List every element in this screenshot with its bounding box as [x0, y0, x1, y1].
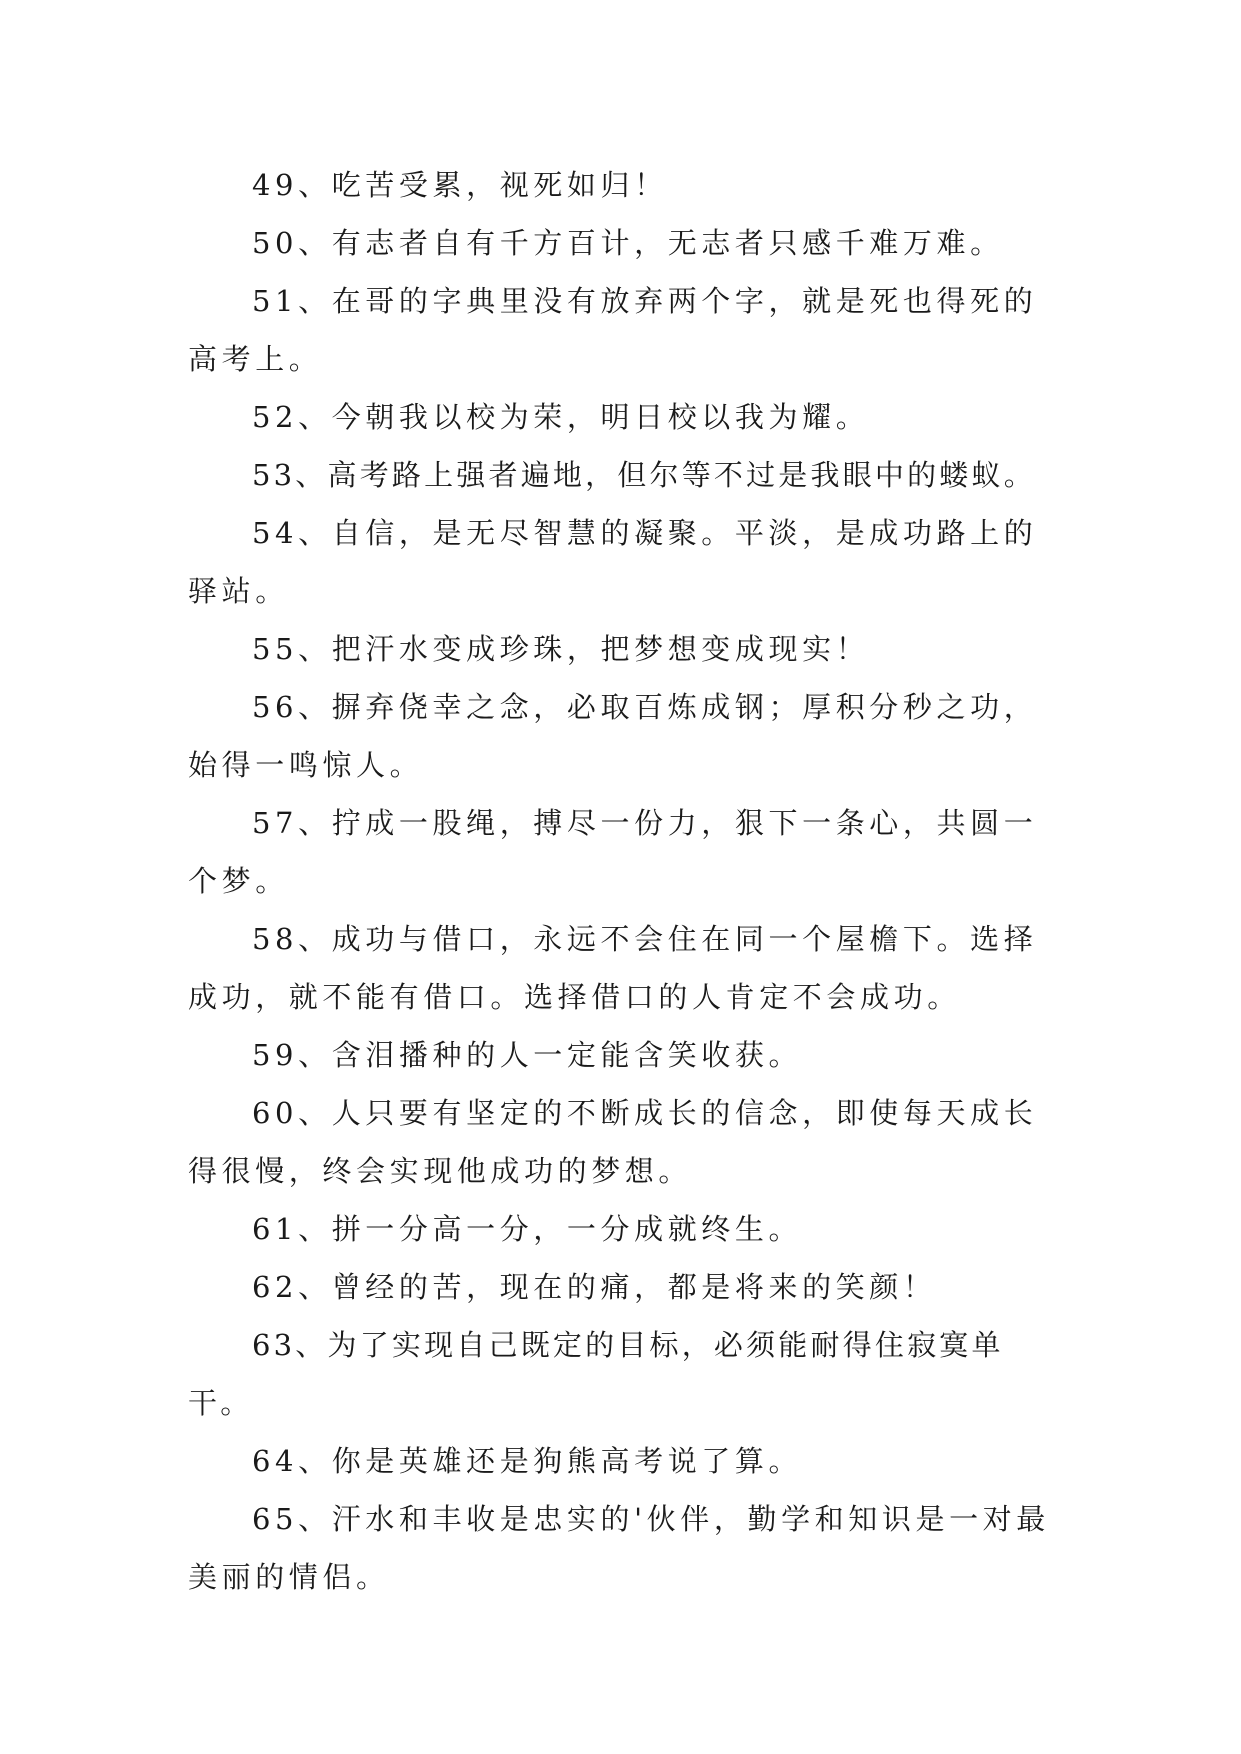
paragraph: 62、曾经的苦，现在的痛，都是将来的笑颜！ [252, 1270, 937, 1304]
paragraph: 58、成功与借口，永远不会住在同一个屋檐下。选择成功，就不能有借口。选择借口的人肯定不会成功。 [188, 922, 1038, 1014]
paragraph: 60、人只要有坚定的不断成长的信念，即使每天成长得很慢，终会实现他成功的梦想。 [188, 1096, 1038, 1188]
paragraph: 50、有志者自有千方百计，无志者只感千难万难。 [252, 226, 1004, 260]
paragraph: 57、拧成一股绳，搏尽一份力，狠下一条心，共圆一个梦。 [188, 806, 1038, 898]
paragraph: 59、含泪播种的人一定能含笑收获。 [252, 1038, 803, 1072]
paragraph: 55、把汗水变成珍珠，把梦想变成现实！ [252, 632, 870, 666]
paragraph: 56、摒弃侥幸之念，必取百炼成钢；厚积分秒之功，始得一鸣惊人。 [188, 690, 1038, 782]
paragraph: 63、为了实现自己既定的目标，必须能耐得住寂寞单干。 [188, 1328, 1004, 1420]
paragraph: 54、自信，是无尽智慧的凝聚。平淡，是成功路上的驿站。 [188, 516, 1038, 608]
paragraph: 51、在哥的字典里没有放弃两个字，就是死也得死的高考上。 [188, 284, 1038, 376]
paragraph: 64、你是英雄还是狗熊高考说了算。 [252, 1444, 803, 1478]
paragraph: 52、今朝我以校为荣，明日校以我为耀。 [252, 400, 870, 434]
paragraph: 49、吃苦受累，视死如归！ [252, 168, 668, 202]
paragraph: 65、汗水和丰收是忠实的'伙伴，勤学和知识是一对最美丽的情侣。 [188, 1502, 1050, 1594]
paragraph: 61、拼一分高一分，一分成就终生。 [252, 1212, 803, 1246]
document-body [188, 156, 1058, 1606]
paragraph: 53、高考路上强者遍地，但尔等不过是我眼中的蝼蚁。 [252, 458, 1036, 492]
